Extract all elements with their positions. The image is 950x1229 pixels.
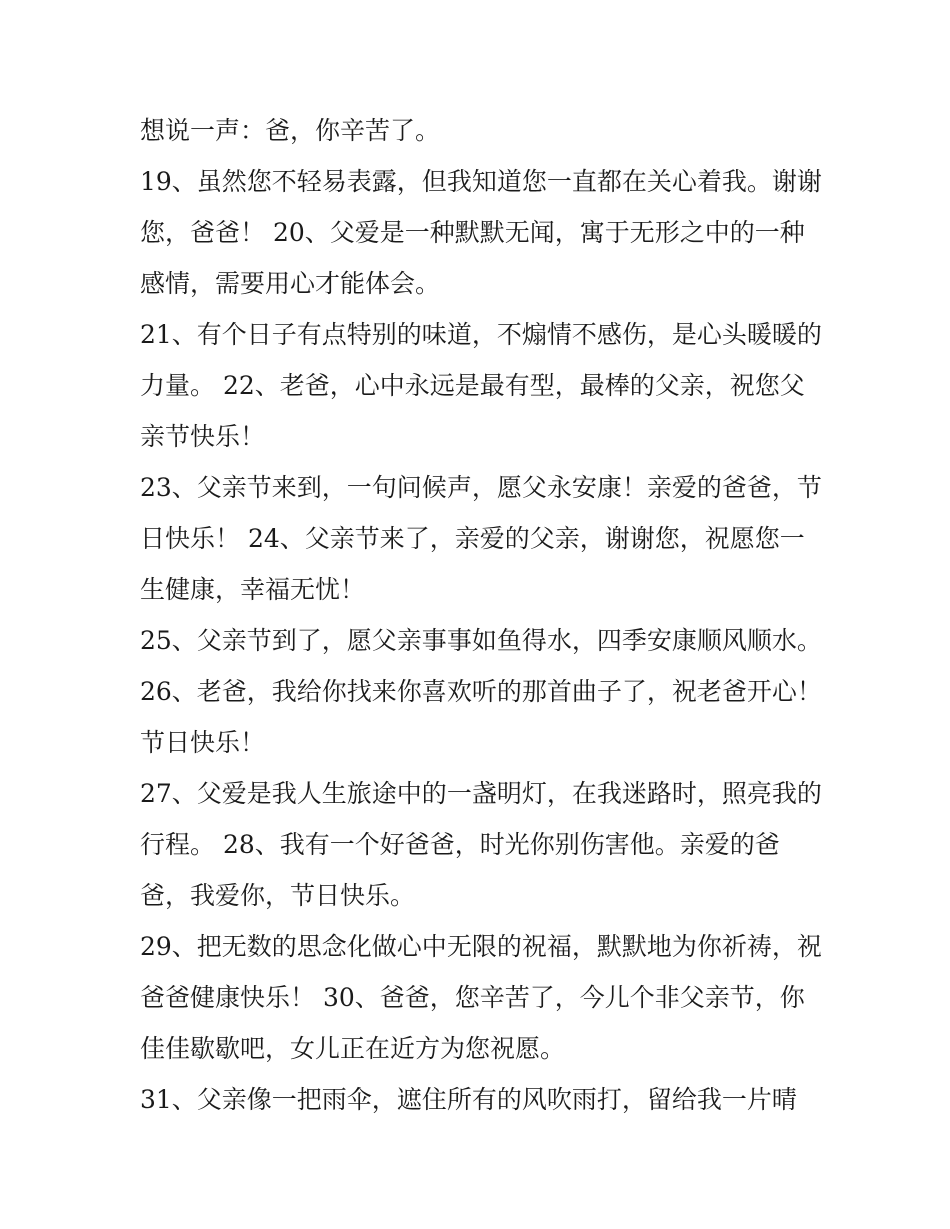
text-line: 想说一声：爸，你辛苦了。	[140, 116, 441, 145]
text-line: 您，爸爸！ 20、父爱是一种默默无闻，寓于无形之中的一种	[140, 218, 805, 247]
text-line: 节日快乐！	[140, 728, 266, 757]
text-line: 佳佳歇歇吧，女儿正在近方为您祝愿。	[140, 1034, 566, 1063]
text-line: 21、有个日子有点特别的味道，不煽情不感伤，是心头暖暖的	[140, 320, 822, 349]
text-line: 爸爸健康快乐！ 30、爸爸，您辛苦了，今儿个非父亲节，你	[140, 983, 805, 1012]
text-line: 行程。 28、我有一个好爸爸，时光你别伤害他。亲爱的爸	[140, 830, 780, 859]
text-line: 26、老爸，我给你找来你喜欢听的那首曲子了，祝老爸开心！	[140, 677, 822, 706]
text-line: 感情，需要用心才能体会。	[140, 269, 441, 298]
text-line: 力量。 22、老爸，心中永远是最有型，最棒的父亲，祝您父	[140, 371, 805, 400]
body-text	[140, 105, 830, 1125]
text-line: 29、把无数的思念化做心中无限的祝福，默默地为你祈祷，祝	[140, 932, 822, 961]
text-line: 日快乐！ 24、父亲节来了，亲爱的父亲，谢谢您，祝愿您一	[140, 524, 805, 553]
text-line: 27、父爱是我人生旅途中的一盏明灯，在我迷路时，照亮我的	[140, 779, 822, 808]
text-line: 19、虽然您不轻易表露，但我知道您一直都在关心着我。谢谢	[140, 167, 822, 196]
text-line: 31、父亲像一把雨伞，遮住所有的风吹雨打，留给我一片晴	[140, 1085, 797, 1114]
text-line: 25、父亲节到了，愿父亲事事如鱼得水，四季安康顺风顺水。	[140, 626, 822, 655]
text-line: 亲节快乐！	[140, 422, 266, 451]
text-line: 爸，我爱你，节日快乐。	[140, 881, 416, 910]
text-line: 生健康，幸福无忧！	[140, 575, 366, 604]
text-line: 23、父亲节来到，一句问候声，愿父永安康！亲爱的爸爸，节	[140, 473, 822, 502]
